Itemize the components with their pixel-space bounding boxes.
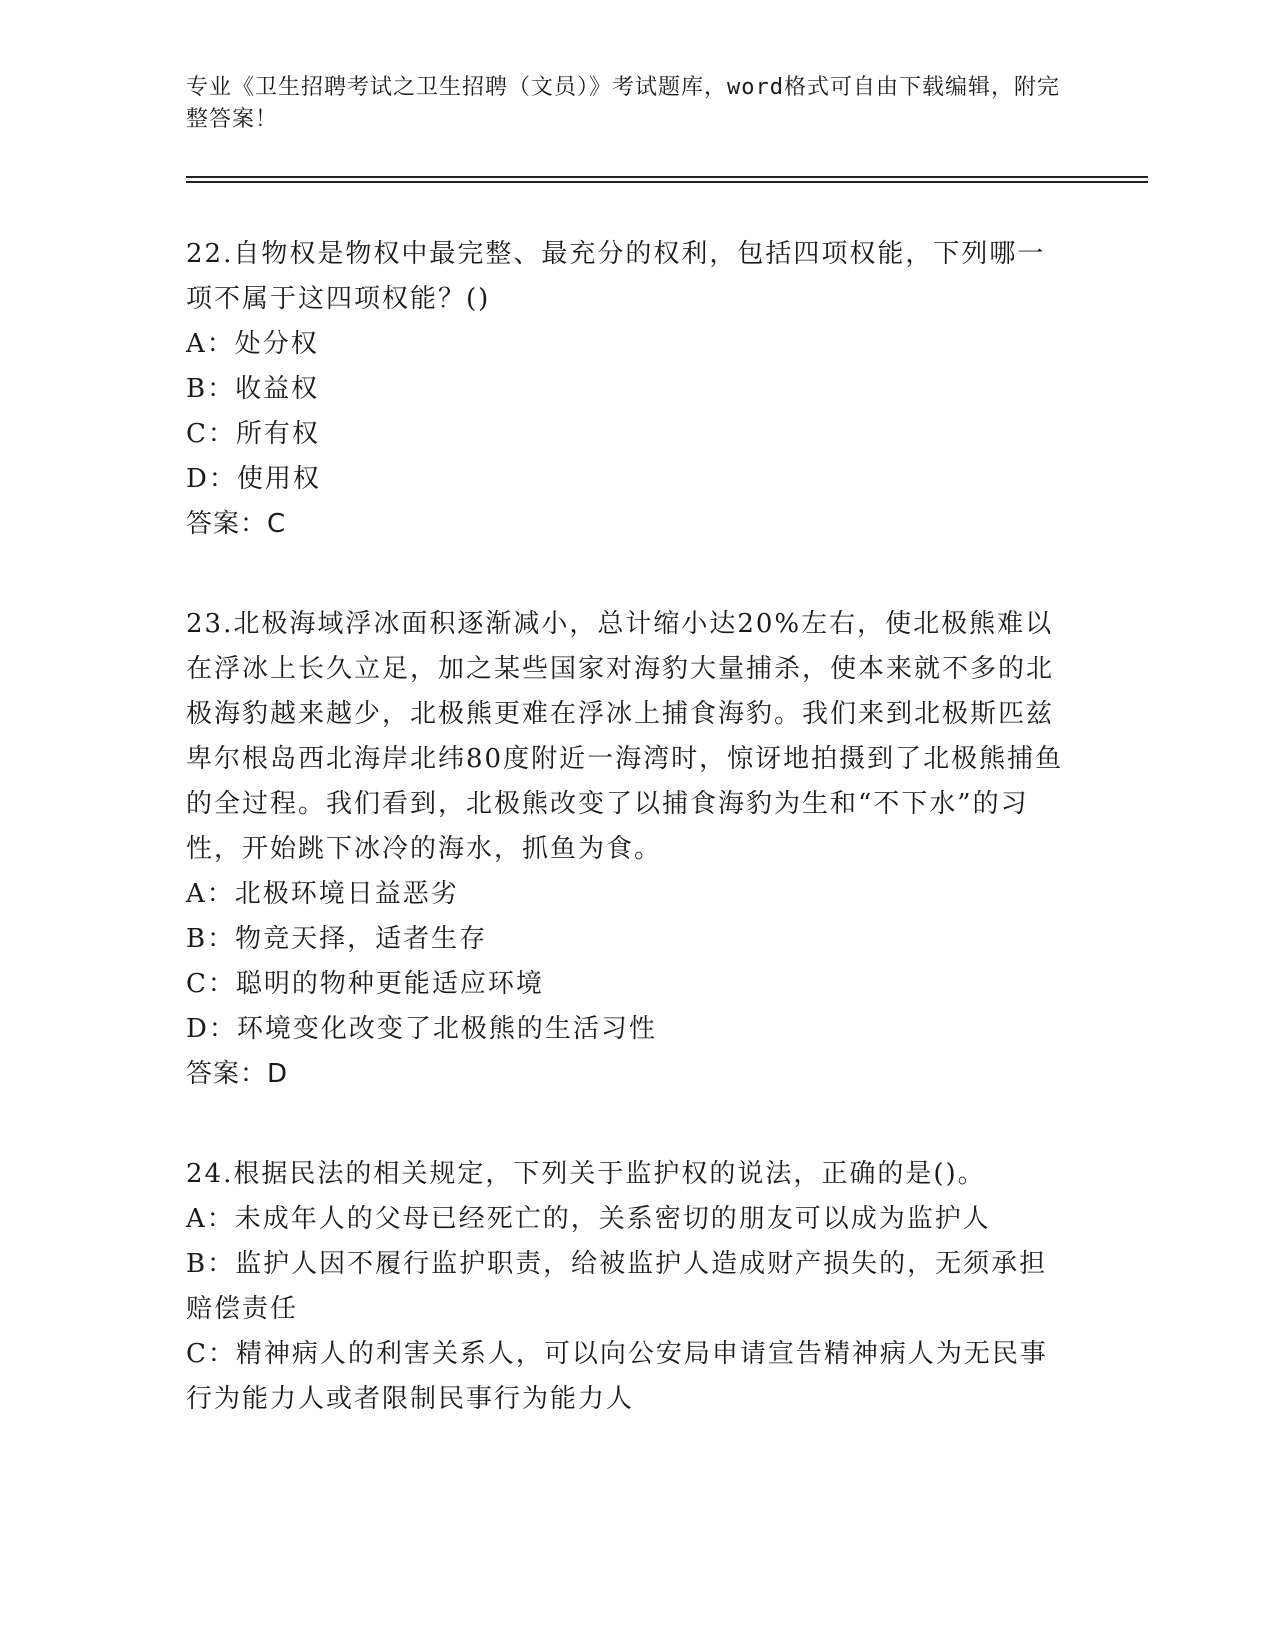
option-b: B：收益权	[186, 374, 320, 404]
option-b: B：监护人因不履行监护职责，给被监护人造成财产损失的，无须承担赔偿责任	[186, 1249, 1048, 1324]
question-23	[186, 602, 1066, 1097]
document-header-note: 专业《卫生招聘考试之卫生招聘（文员）》考试题库，word格式可自由下载编辑，附完整答案！	[186, 75, 1060, 132]
answer-label: 答案：D	[186, 1059, 289, 1089]
question-stem: 24.根据民法的相关规定，下列关于监护权的说法，正确的是()。	[186, 1159, 986, 1189]
option-c: C：精神病人的利害关系人，可以向公安局申请宣告精神病人为无民事行为能力人或者限制民事行为能力人	[186, 1339, 1048, 1414]
question-list	[186, 232, 1066, 1477]
option-d: D：环境变化改变了北极熊的生活习性	[186, 1014, 657, 1044]
option-a: A：未成年人的父母已经死亡的，关系密切的朋友可以成为监护人	[186, 1204, 991, 1234]
question-24	[186, 1152, 1066, 1422]
option-d: D：使用权	[186, 464, 321, 494]
option-b: B：物竞天择，适者生存	[186, 924, 488, 954]
question-22	[186, 232, 1066, 547]
option-c: C：所有权	[186, 419, 320, 449]
question-stem: 22.自物权是物权中最完整、最充分的权利，包括四项权能，下列哪一项不属于这四项权能？()	[186, 239, 1046, 314]
header-divider-bottom	[186, 181, 1148, 183]
option-a: A：北极环境日益恶劣	[186, 879, 459, 909]
option-c: C：聪明的物种更能适应环境	[186, 969, 544, 999]
header-divider-top	[186, 176, 1148, 178]
question-stem: 23.北极海域浮冰面积逐渐减小，总计缩小达20%左右，使北极熊难以在浮冰上长久立足，加之某些国家对海豹大量捕杀，使本来就不多的北极海豹越来越少，北极熊更难在浮冰上捕食海豹。我们来到北极斯匹兹卑尔根岛西北海岸北纬80度附近一海湾时，惊讶地拍摄到了北极熊捕鱼的全过程。我们看到，北极熊改变了以捕食海豹为生和“不下水”的习性，开始跳下冰冷的海水，抓鱼为食。	[186, 609, 1064, 864]
answer-label: 答案：C	[186, 509, 287, 539]
option-a: A：处分权	[186, 329, 319, 359]
